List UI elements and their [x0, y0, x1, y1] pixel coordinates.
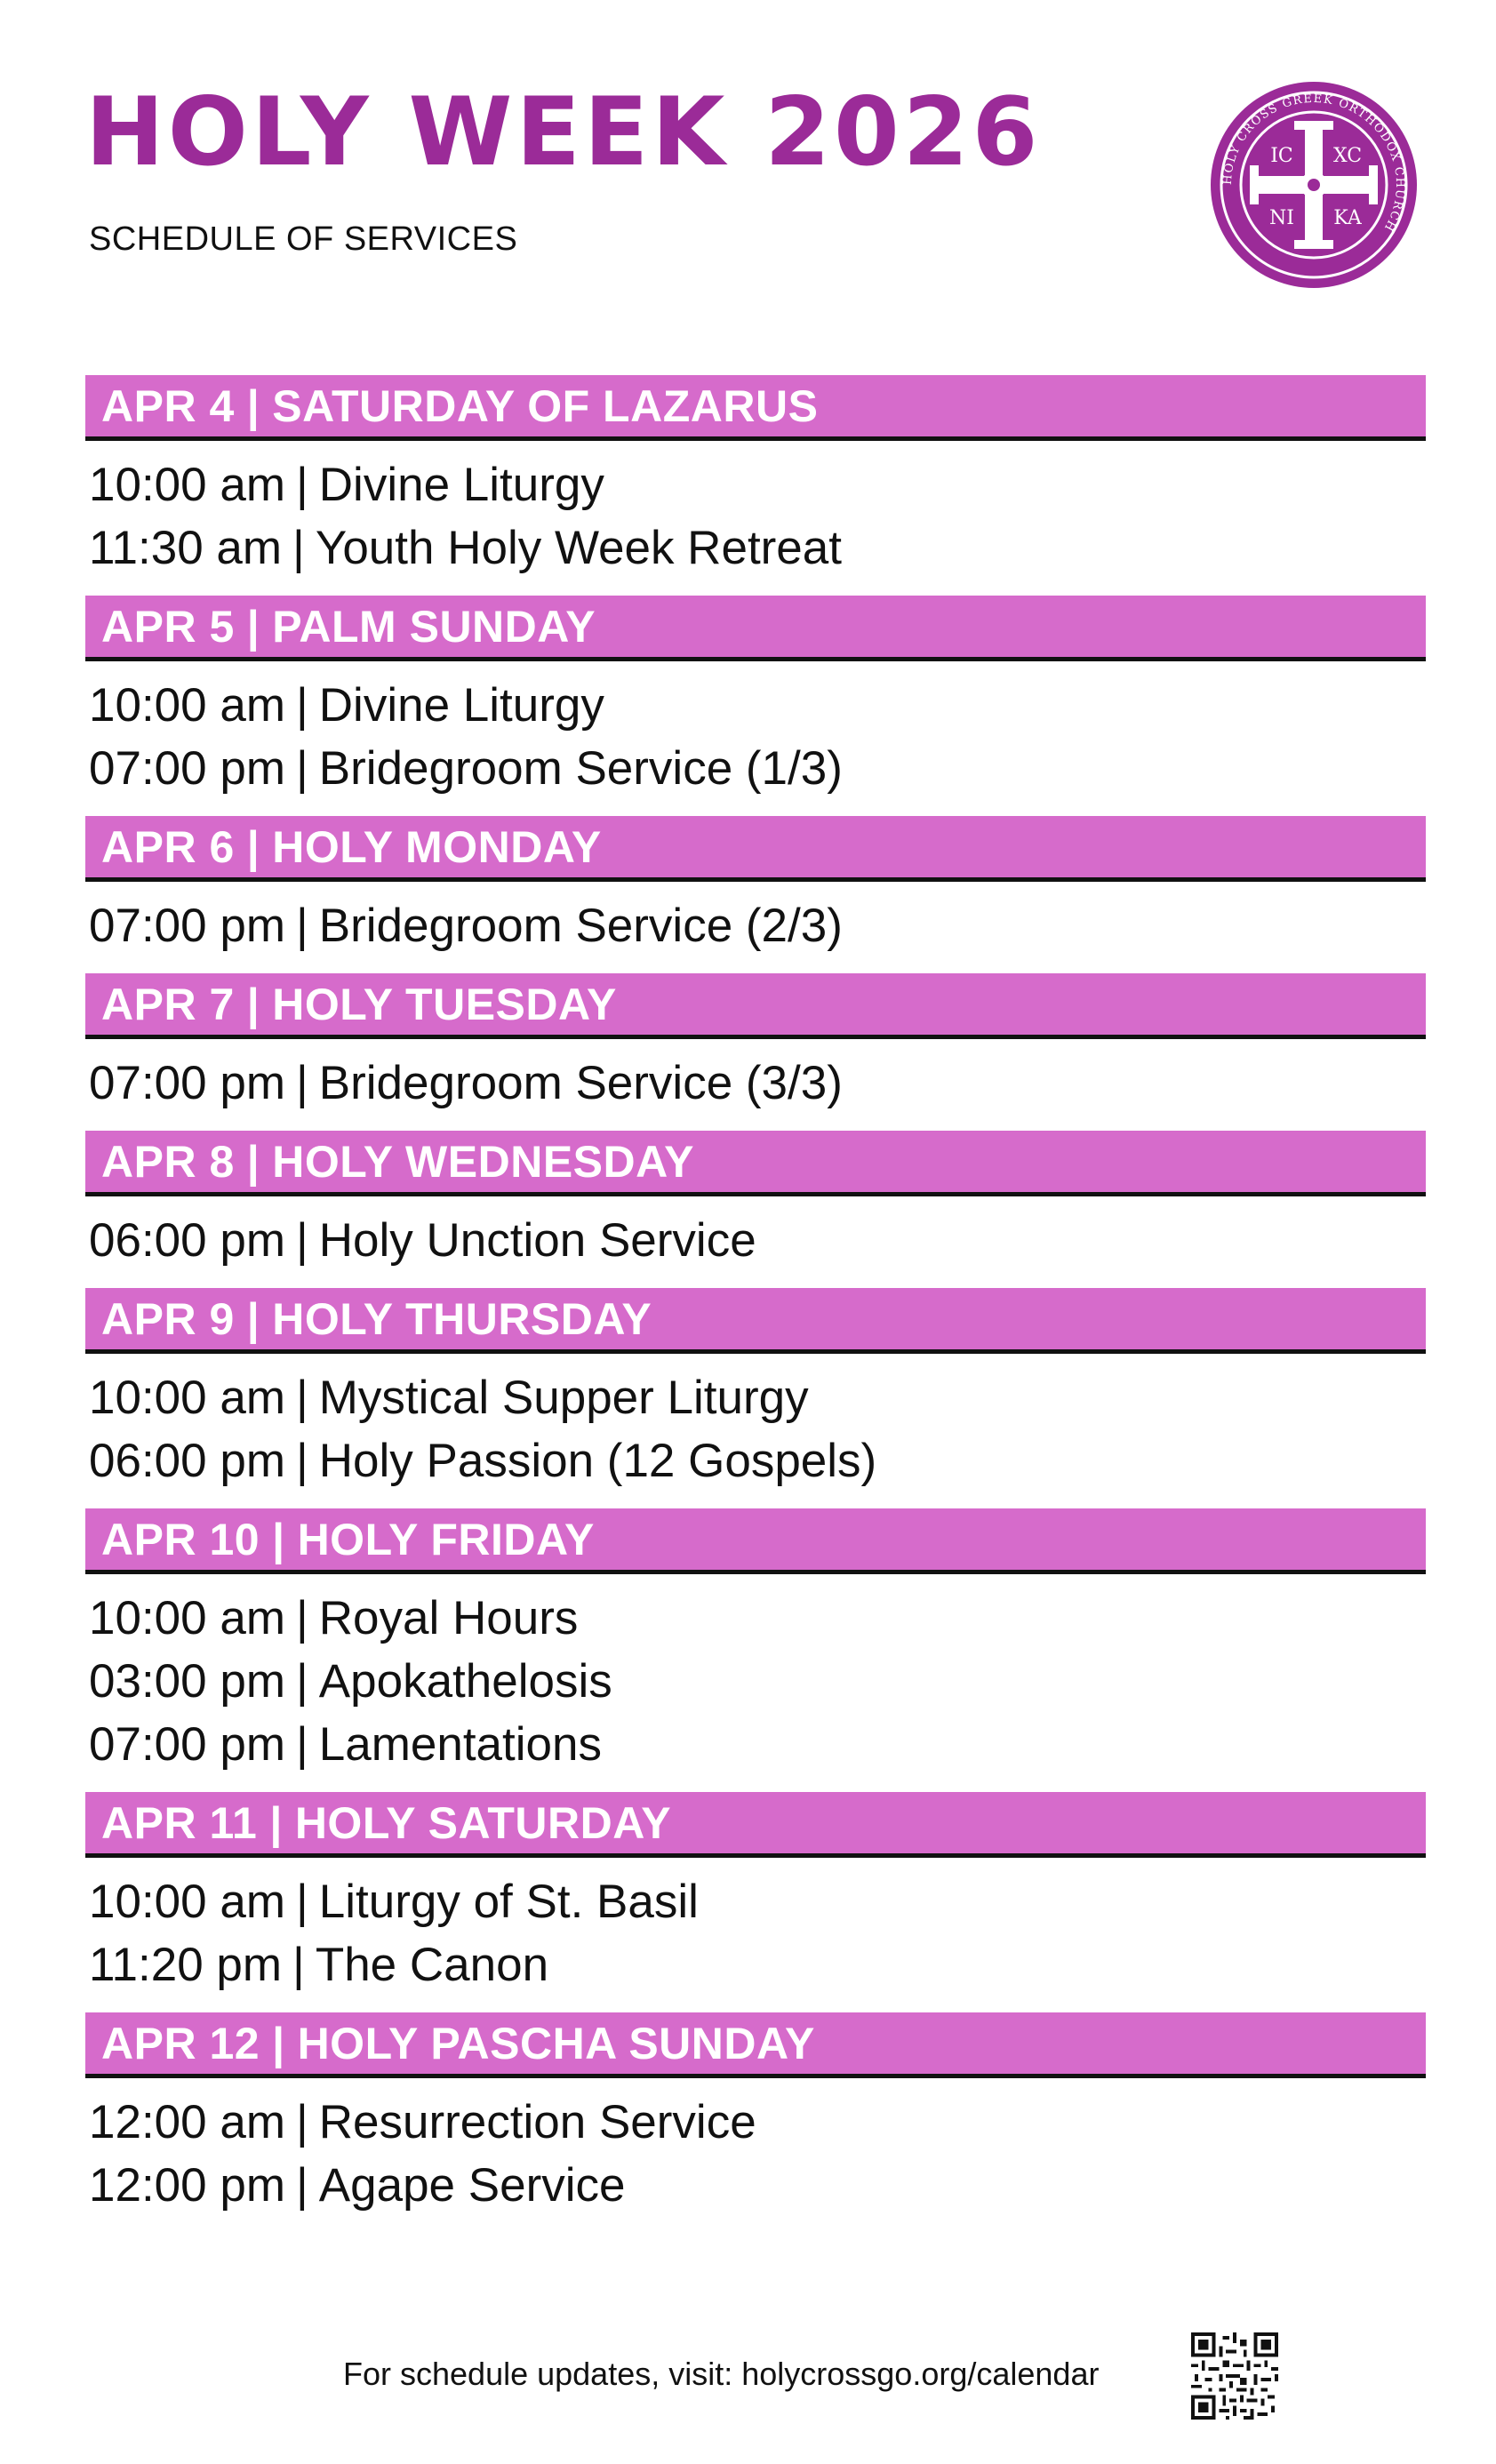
event-list	[85, 2078, 1426, 2233]
day-section	[85, 2012, 1426, 2233]
day-header	[85, 1288, 1426, 1354]
day-date: APR 8	[101, 1136, 235, 1187]
day-date: APR 5	[101, 601, 235, 652]
day-name: HOLY MONDAY	[272, 821, 602, 872]
separator: |	[292, 1939, 305, 1991]
day-date: APR 7	[101, 979, 235, 1029]
page-title: HOLY WEEK 2026	[85, 77, 1042, 187]
seal-letters-ka: KA	[1333, 207, 1362, 229]
event-time: 10:00 am	[89, 1592, 285, 1644]
separator: |	[246, 979, 260, 1029]
separator: |	[295, 459, 308, 511]
event-row	[85, 737, 1426, 800]
holy-cross-seal-icon	[1207, 78, 1420, 292]
event-row	[85, 1650, 1426, 1713]
event-time: 03:00 pm	[89, 1655, 285, 1708]
day-name: HOLY TUESDAY	[272, 979, 617, 1029]
event-service: The Canon	[315, 1939, 549, 1991]
day-date: APR 6	[101, 821, 235, 872]
separator: |	[295, 1435, 308, 1487]
day-date: APR 12	[101, 2018, 260, 2068]
event-service: Divine Liturgy	[318, 679, 604, 732]
separator: |	[295, 2096, 308, 2148]
day-date: APR 9	[101, 1293, 235, 1344]
separator: |	[246, 821, 260, 872]
separator: |	[295, 1214, 308, 1267]
day-section	[85, 816, 1426, 973]
event-service: Resurrection Service	[318, 2096, 756, 2148]
event-list	[85, 1354, 1426, 1508]
separator: |	[295, 679, 308, 732]
event-list	[85, 1858, 1426, 2012]
event-time: 07:00 pm	[89, 1057, 285, 1109]
day-name: HOLY THURSDAY	[272, 1293, 652, 1344]
event-service: Youth Holy Week Retreat	[315, 522, 842, 574]
event-service: Liturgy of St. Basil	[318, 1876, 699, 1928]
separator: |	[246, 380, 260, 431]
event-time: 10:00 am	[89, 1372, 285, 1424]
separator: |	[295, 1372, 308, 1424]
event-list	[85, 441, 1426, 596]
event-list	[85, 1574, 1426, 1792]
separator: |	[295, 900, 308, 952]
day-header	[85, 375, 1426, 441]
schedule-list	[85, 375, 1426, 2233]
event-service: Divine Liturgy	[318, 459, 604, 511]
event-time: 10:00 am	[89, 1876, 285, 1928]
event-time: 07:00 pm	[89, 900, 285, 952]
event-list	[85, 882, 1426, 973]
event-row	[85, 1933, 1426, 1996]
event-service: Mystical Supper Liturgy	[318, 1372, 809, 1424]
event-row	[85, 1713, 1426, 1776]
day-header	[85, 1508, 1426, 1574]
event-time: 06:00 pm	[89, 1435, 285, 1487]
separator: |	[269, 1797, 283, 1848]
separator: |	[272, 1514, 285, 1564]
event-row	[85, 1870, 1426, 1933]
separator: |	[295, 742, 308, 795]
day-section	[85, 1508, 1426, 1792]
page-subtitle: SCHEDULE OF SERVICES	[89, 220, 518, 258]
event-time: 11:30 am	[89, 522, 283, 574]
event-service: Bridegroom Service (2/3)	[318, 900, 843, 952]
event-service: Royal Hours	[318, 1592, 579, 1644]
qr-code-icon	[1191, 2332, 1278, 2420]
day-header	[85, 596, 1426, 661]
day-name: HOLY SATURDAY	[294, 1797, 672, 1848]
separator: |	[295, 1718, 308, 1771]
day-name: SATURDAY OF LAZARUS	[272, 380, 819, 431]
footer-note: For schedule updates, visit: holycrossgo.org/calendar	[343, 2356, 1100, 2392]
event-time: 12:00 pm	[89, 2159, 285, 2212]
event-row	[85, 1587, 1426, 1650]
day-date: APR 10	[101, 1514, 260, 1564]
day-section	[85, 1792, 1426, 2012]
separator: |	[295, 1592, 308, 1644]
event-time: 11:20 pm	[89, 1939, 283, 1991]
event-service: Agape Service	[318, 2159, 626, 2212]
seal-letters-ic: IC	[1270, 145, 1293, 167]
day-section	[85, 973, 1426, 1131]
event-row	[85, 1052, 1426, 1115]
seal-letters-ni: NI	[1269, 207, 1294, 229]
separator: |	[295, 1057, 308, 1109]
event-time: 07:00 pm	[89, 1718, 285, 1771]
day-date: APR 4	[101, 380, 235, 431]
day-name: HOLY WEDNESDAY	[272, 1136, 694, 1187]
day-name: PALM SUNDAY	[272, 601, 596, 652]
event-list	[85, 661, 1426, 816]
separator: |	[295, 2159, 308, 2212]
day-date: APR 11	[101, 1797, 258, 1848]
event-time: 12:00 am	[89, 2096, 285, 2148]
separator: |	[295, 1655, 308, 1708]
day-header	[85, 2012, 1426, 2078]
day-header	[85, 973, 1426, 1039]
separator: |	[295, 1876, 308, 1928]
day-section	[85, 596, 1426, 816]
event-service: Holy Unction Service	[318, 1214, 756, 1267]
day-name: HOLY PASCHA SUNDAY	[297, 2018, 815, 2068]
day-section	[85, 1288, 1426, 1508]
day-header	[85, 1792, 1426, 1858]
day-section	[85, 375, 1426, 596]
day-header	[85, 1131, 1426, 1196]
event-row	[85, 2091, 1426, 2154]
separator: |	[246, 1136, 260, 1187]
event-time: 10:00 am	[89, 459, 285, 511]
event-service: Apokathelosis	[318, 1655, 612, 1708]
event-row	[85, 516, 1426, 580]
event-list	[85, 1039, 1426, 1131]
day-header	[85, 816, 1426, 882]
event-time: 07:00 pm	[89, 742, 285, 795]
event-row	[85, 1209, 1426, 1272]
event-time: 10:00 am	[89, 679, 285, 732]
separator: |	[246, 601, 260, 652]
event-service: Holy Passion (12 Gospels)	[318, 1435, 877, 1487]
event-row	[85, 1366, 1426, 1429]
event-service: Bridegroom Service (1/3)	[318, 742, 843, 795]
event-service: Bridegroom Service (3/3)	[318, 1057, 843, 1109]
event-row	[85, 2154, 1426, 2217]
separator: |	[246, 1293, 260, 1344]
event-row	[85, 894, 1426, 957]
separator: |	[292, 522, 305, 574]
day-name: HOLY FRIDAY	[297, 1514, 595, 1564]
event-row	[85, 453, 1426, 516]
event-service: Lamentations	[318, 1718, 602, 1771]
seal-letters-xc: XC	[1332, 145, 1363, 167]
seal-ring-text: HOLY CROSS GREEK ORTHODOX CHURCH	[1220, 92, 1407, 235]
event-time: 06:00 pm	[89, 1214, 285, 1267]
event-list	[85, 1196, 1426, 1288]
event-row	[85, 674, 1426, 737]
event-row	[85, 1429, 1426, 1492]
day-section	[85, 1131, 1426, 1288]
separator: |	[272, 2018, 285, 2068]
